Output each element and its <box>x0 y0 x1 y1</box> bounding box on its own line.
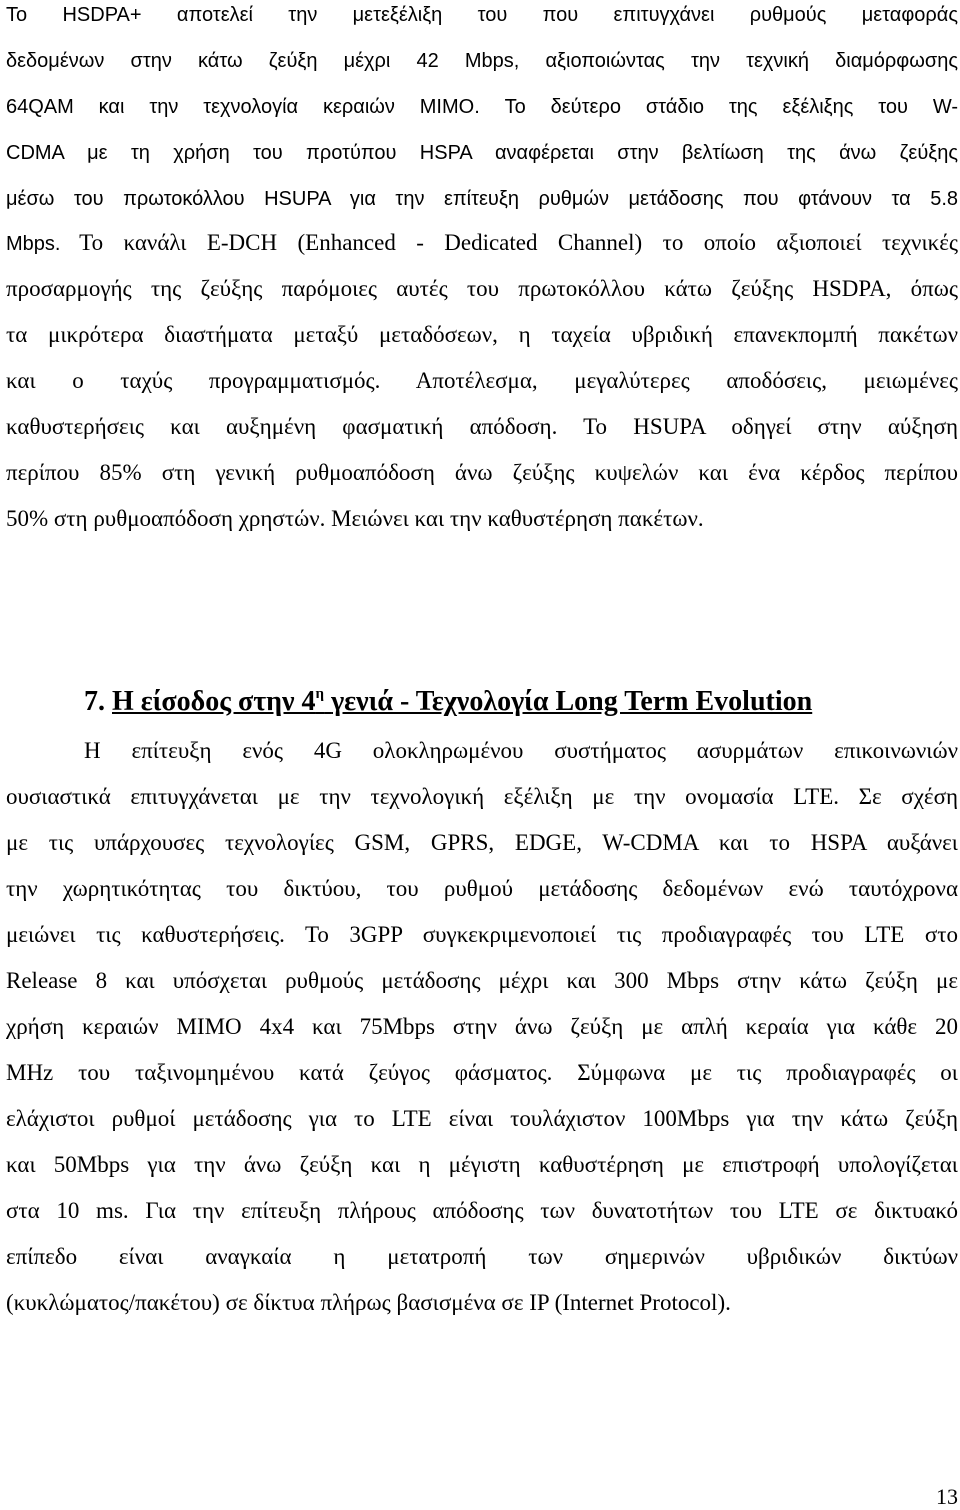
paragraph-line: Η επίτευξη ενός 4G ολοκληρωμένου συστήματος ασυρμάτων επικοινωνιών <box>84 738 958 763</box>
section-title: Η είσοδος στην $4^\eta$ γενιά - Τεχνολογία Long Term Evolution <box>112 686 813 717</box>
paragraph-line: Το HSDPA+ αποτελεί την μετεξέλιξη του που επιτυγχάνει ρυθμούς μεταφοράς <box>6 4 958 26</box>
paragraph-line: Release 8 και υπόσχεται ρυθμούς μετάδοσης μέχρι και 300 Mbps στην κάτω ζεύξη με <box>6 968 958 993</box>
paragraph-line: επίπεδο είναι αναγκαία η μετατροπή των σημερινών υβριδικών δικτύων <box>6 1244 958 1269</box>
paragraph-line: δεδομένων στην κάτω ζεύξη μέχρι 42 Mbps, αξιοποιώντας την τεχνική διαμόρφωσης <box>6 50 958 72</box>
paragraph-line: CDMA με τη χρήση του προτύπου HSPA αναφέρεται στην βελτίωση της άνω ζεύξης <box>6 142 958 164</box>
paragraph-fragment: Mbps. <box>6 233 61 255</box>
paragraph-line: ουσιαστικά επιτυγχάνεται με την τεχνολογική εξέλιξη με την ονομασία LTE. Σε σχέση <box>6 784 958 809</box>
paragraph-line: μέσω του πρωτοκόλλου HSUPA για την επίτευξη ρυθμών μετάδοσης που φτάνουν τα 5.8 <box>6 188 958 210</box>
paragraph-line: 50% στη ρυθμοαπόδοση χρηστών. Μειώνει και την καθυστέρηση πακέτων. <box>6 506 704 531</box>
page-number: 13 <box>936 1484 958 1509</box>
paragraph-line: MHz του ταξινομημένου κατά ζεύγος φάσματος. Σύμφωνα με τις προδιαγραφές οι <box>6 1060 958 1085</box>
paragraph-line: προσαρμογής της ζεύξης παρόμοιες αυτές του πρωτοκόλλου κάτω ζεύξης HSDPA, όπως <box>6 276 958 301</box>
paragraph-line: την χωρητικότητας του δικτύου, του ρυθμού μετάδοσης δεδομένων ενώ ταυτόχρονα <box>6 876 958 901</box>
paragraph-line: περίπου 85% στη γενική ρυθμοαπόδοση άνω ζεύξης κυψελών και ένα κέρδος περίπου <box>6 460 958 485</box>
section-heading <box>84 686 812 718</box>
section-number: 7. <box>84 686 105 717</box>
paragraph-line: χρήση κεραιών MIMO 4x4 και 75Mbps στην άνω ζεύξη με απλή κεραία για κάθε 20 <box>6 1014 958 1039</box>
paragraph-fragment: Το κανάλι E-DCH (Enhanced - Dedicated Channel) το οποίο αξιοποιεί τεχνικές <box>79 230 958 255</box>
paragraph-line: τα μικρότερα διαστήματα μεταξύ μεταδόσεων, η ταχεία υβριδική επανεκπομπή πακέτων <box>6 322 958 347</box>
paragraph-line: στα 10 ms. Για την επίτευξη πλήρους απόδοσης των δυνατοτήτων του LTE σε δικτυακό <box>6 1198 958 1223</box>
paragraph-line: καθυστερήσεις και αυξημένη φασματική απόδοση. Το HSUPA οδηγεί στην αύξηση <box>6 414 958 439</box>
paragraph-line-mixed <box>6 230 958 256</box>
paragraph-line: και 50Mbps για την άνω ζεύξη και η μέγιστη καθυστέρηση με επιστροφή υπολογίζεται <box>6 1152 958 1177</box>
paragraph-line: και ο ταχύς προγραμματισμός. Αποτέλεσμα, μεγαλύτερες αποδόσεις, μειωμένες <box>6 368 958 393</box>
paragraph-line: με τις υπάρχουσες τεχνολογίες GSM, GPRS, EDGE, W-CDMA και το HSPA αυξάνει <box>6 830 958 855</box>
paragraph-line: (κυκλώματος/πακέτου) σε δίκτυα πλήρως βασισμένα σε IP (Internet Protocol). <box>6 1290 731 1315</box>
paragraph-line: 64QAM και την τεχνολογία κεραιών MIMO. Το δεύτερο στάδιο της εξέλιξης του W- <box>6 96 958 118</box>
paragraph-line: μειώνει τις καθυστερήσεις. Το 3GPP συγκεκριμενοποιεί τις προδιαγραφές του LTE στο <box>6 922 958 947</box>
paragraph-line: ελάχιστοι ρυθμοί μετάδοσης για το LTE είναι τουλάχιστον 100Mbps για την κάτω ζεύξη <box>6 1106 958 1131</box>
